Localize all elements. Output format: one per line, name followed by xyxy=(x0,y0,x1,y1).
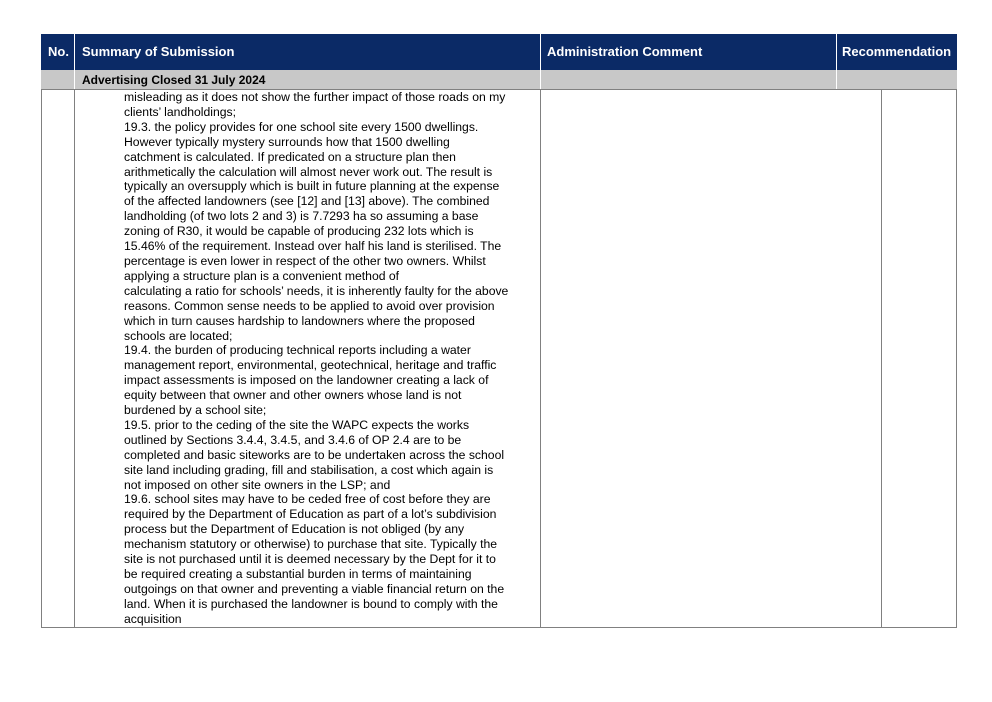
submission-line: arithmetically the calculation will almost never work out. The result is xyxy=(124,164,493,179)
header-comment: Administration Comment xyxy=(547,44,703,59)
submission-line: process but the Department of Education is not obliged (by any xyxy=(124,522,465,537)
submission-line: clients’ landholdings; xyxy=(124,104,237,119)
header-divider xyxy=(836,34,837,70)
table-border-left xyxy=(41,90,42,628)
submission-line: schools are located; xyxy=(124,328,233,343)
submission-line: outgoings on that owner and preventing a viable financial return on the xyxy=(124,581,505,596)
column-divider-no xyxy=(74,90,75,628)
submission-line: which in turn causes hardship to landowners where the proposed xyxy=(124,313,475,328)
submission-line: mechanism statutory or otherwise) to purchase that site. Typically the xyxy=(124,537,498,552)
section-title: Advertising Closed 31 July 2024 xyxy=(82,73,266,87)
submission-line: of the affected landowners (see [12] and [13] above). The combined xyxy=(124,194,490,209)
submission-line: equity between that owner and other owners whose land is not xyxy=(124,388,462,403)
column-divider-comment xyxy=(881,90,882,628)
header-divider xyxy=(74,34,75,70)
section-row xyxy=(41,70,957,90)
submission-line: 15.46% of the requirement. Instead over half his land is sterilised. The xyxy=(124,239,502,254)
submission-line: reasons. Common sense needs to be applied to avoid over provision xyxy=(124,298,495,313)
submission-line: misleading as it does not show the further impact of those roads on my xyxy=(124,90,506,104)
submission-line: 19.3. the policy provides for one school site every 1500 dwellings. xyxy=(124,119,479,134)
header-divider xyxy=(540,34,541,70)
header-summary: Summary of Submission xyxy=(82,44,235,59)
submission-line: be required creating a substantial burden in terms of maintaining xyxy=(124,567,472,581)
section-divider xyxy=(540,70,541,90)
column-divider-summary xyxy=(540,90,541,628)
submission-line: catchment is calculated. If predicated on a structure plan then xyxy=(124,149,456,164)
submission-line: completed and basic siteworks are to be undertaken across the school xyxy=(124,447,505,462)
submission-line: zoning of R30, it would be capable of producing 232 lots which is xyxy=(124,224,474,239)
table-border-right xyxy=(956,90,957,628)
submission-line: site land including grading, fill and stabilisation, a cost which again is xyxy=(124,462,494,477)
submission-line: required by the Department of Education as part of a lot’s subdivision xyxy=(124,507,497,522)
submission-line: applying a structure plan is a convenient method of xyxy=(124,268,400,283)
submission-line: typically an oversupply which is built in future planning at the expense xyxy=(124,179,500,194)
submission-line: outlined by Sections 3.4.4, 3.4.5, and 3.4.6 of OP 2.4 are to be xyxy=(124,432,462,447)
submission-line: However typically mystery surrounds how that 1500 dwelling xyxy=(124,134,450,149)
section-divider xyxy=(836,70,837,90)
submission-line: land. When it is purchased the landowner is bound to comply with the xyxy=(124,596,498,611)
submission-line: 19.4. the burden of producing technical reports including a water xyxy=(124,343,471,358)
section-divider xyxy=(74,70,75,90)
header-no: No. xyxy=(48,44,69,59)
submission-line: 19.6. school sites may have to be ceded free of cost before they are xyxy=(124,492,491,507)
submission-line: acquisition xyxy=(124,611,182,626)
submission-line: 19.5. prior to the ceding of the site the WAPC expects the works xyxy=(124,417,470,432)
submission-summary-text xyxy=(124,90,538,627)
submission-line: site is not purchased until it is deemed necessary by the Dept for it to xyxy=(124,552,496,567)
table-header-row xyxy=(41,34,957,70)
submission-line: burdened by a school site; xyxy=(124,403,267,418)
header-recommendation: Recommendation xyxy=(842,44,952,59)
submission-line: management report, environmental, geotechnical, heritage and traffic xyxy=(124,358,497,373)
submission-line: landholding (of two lots 2 and 3) is 7.7293 ha so assuming a base xyxy=(124,209,479,224)
table-border-bottom xyxy=(41,627,957,628)
submission-line: impact assessments is imposed on the landowner creating a lack of xyxy=(124,373,489,388)
submission-line: calculating a ratio for schools’ needs, it is inherently faulty for the above xyxy=(124,283,509,298)
submission-line: not imposed on other site owners in the LSP; and xyxy=(124,477,391,492)
submission-line: percentage is even lower in respect of the other two owners. Whilst xyxy=(124,253,486,268)
